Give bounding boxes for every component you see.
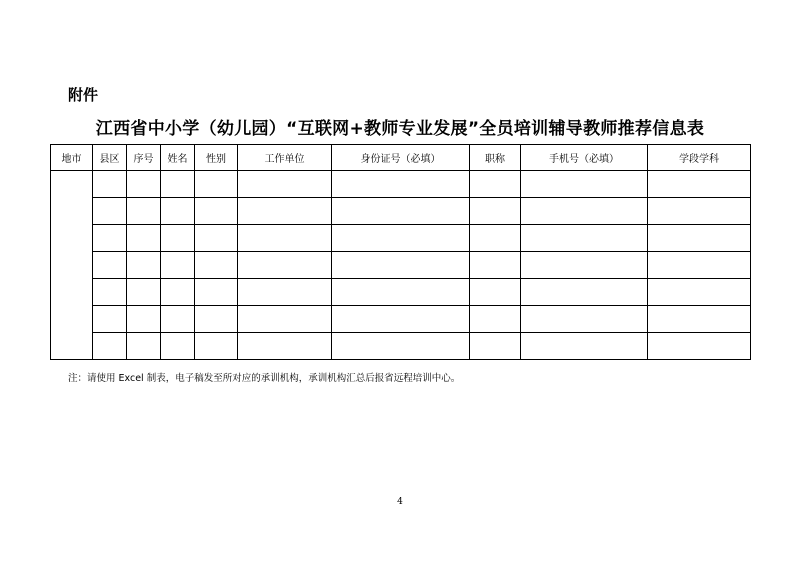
city-merged-cell[interactable] [51,171,93,360]
table-row [51,171,751,198]
table-cell[interactable] [127,225,161,252]
table-cell[interactable] [238,225,332,252]
table-cell[interactable] [238,171,332,198]
table-row [51,252,751,279]
table-cell[interactable] [648,225,751,252]
table-cell[interactable] [332,198,470,225]
table-cell[interactable] [470,225,521,252]
table-row [51,225,751,252]
table-cell[interactable] [521,306,648,333]
table-cell[interactable] [195,171,238,198]
table-cell[interactable] [161,225,195,252]
header-serial-number: 序号 [127,145,161,171]
table-cell[interactable] [332,252,470,279]
recommendation-info-table [50,144,751,360]
table-cell[interactable] [195,306,238,333]
table-cell[interactable] [127,198,161,225]
table-cell[interactable] [93,225,127,252]
table-cell[interactable] [470,306,521,333]
table-cell[interactable] [521,225,648,252]
header-county: 县区 [93,145,127,171]
table-cell[interactable] [238,333,332,360]
table-cell[interactable] [93,252,127,279]
table-cell[interactable] [332,171,470,198]
table-cell[interactable] [195,252,238,279]
table-cell[interactable] [195,333,238,360]
table-header-row [51,145,751,171]
table-cell[interactable] [161,252,195,279]
table-cell[interactable] [332,306,470,333]
table-cell[interactable] [161,306,195,333]
table-cell[interactable] [332,333,470,360]
header-name: 姓名 [161,145,195,171]
table-cell[interactable] [195,198,238,225]
header-stage-subject: 学段学科 [648,145,751,171]
table-cell[interactable] [470,171,521,198]
table-cell[interactable] [93,333,127,360]
table-cell[interactable] [470,333,521,360]
table-cell[interactable] [470,252,521,279]
table-cell[interactable] [470,279,521,306]
table-cell[interactable] [238,306,332,333]
table-cell[interactable] [332,225,470,252]
page-number: 4 [397,497,403,507]
table-cell[interactable] [127,252,161,279]
attachment-label: 附件 [68,86,99,104]
table-cell[interactable] [161,279,195,306]
table-cell[interactable] [521,252,648,279]
table-cell[interactable] [648,198,751,225]
table-cell[interactable] [332,279,470,306]
table-cell[interactable] [161,171,195,198]
table-cell[interactable] [238,279,332,306]
header-job-title: 职称 [470,145,521,171]
table-cell[interactable] [93,306,127,333]
table-cell[interactable] [93,279,127,306]
footnote: 注：请使用 Excel 制表，电子稿发至所对应的承训机构，承训机构汇总后报省远程培训中心。 [68,373,461,384]
table-cell[interactable] [127,306,161,333]
header-work-unit: 工作单位 [238,145,332,171]
table-cell[interactable] [127,279,161,306]
table-cell[interactable] [161,333,195,360]
table-cell[interactable] [470,198,521,225]
table-row [51,306,751,333]
header-phone-number: 手机号（必填） [521,145,648,171]
table-cell[interactable] [648,306,751,333]
table-cell[interactable] [521,279,648,306]
table-row [51,198,751,225]
document-title: 江西省中小学（幼儿园）“互联网+教师专业发展”全员培训辅导教师推荐信息表 [95,119,705,139]
header-id-number: 身份证号（必填） [332,145,470,171]
table-cell[interactable] [648,252,751,279]
table-cell[interactable] [93,198,127,225]
table-cell[interactable] [238,198,332,225]
header-city: 地市 [51,145,93,171]
table-cell[interactable] [648,171,751,198]
table-cell[interactable] [127,171,161,198]
table-cell[interactable] [521,198,648,225]
table-cell[interactable] [648,333,751,360]
table-cell[interactable] [195,279,238,306]
table-cell[interactable] [521,333,648,360]
table-row [51,333,751,360]
table-cell[interactable] [521,171,648,198]
table-cell[interactable] [648,279,751,306]
table-cell[interactable] [195,225,238,252]
table-row [51,279,751,306]
table-cell[interactable] [238,252,332,279]
table-cell[interactable] [93,171,127,198]
table-cell[interactable] [161,198,195,225]
header-gender: 性别 [195,145,238,171]
table-cell[interactable] [127,333,161,360]
